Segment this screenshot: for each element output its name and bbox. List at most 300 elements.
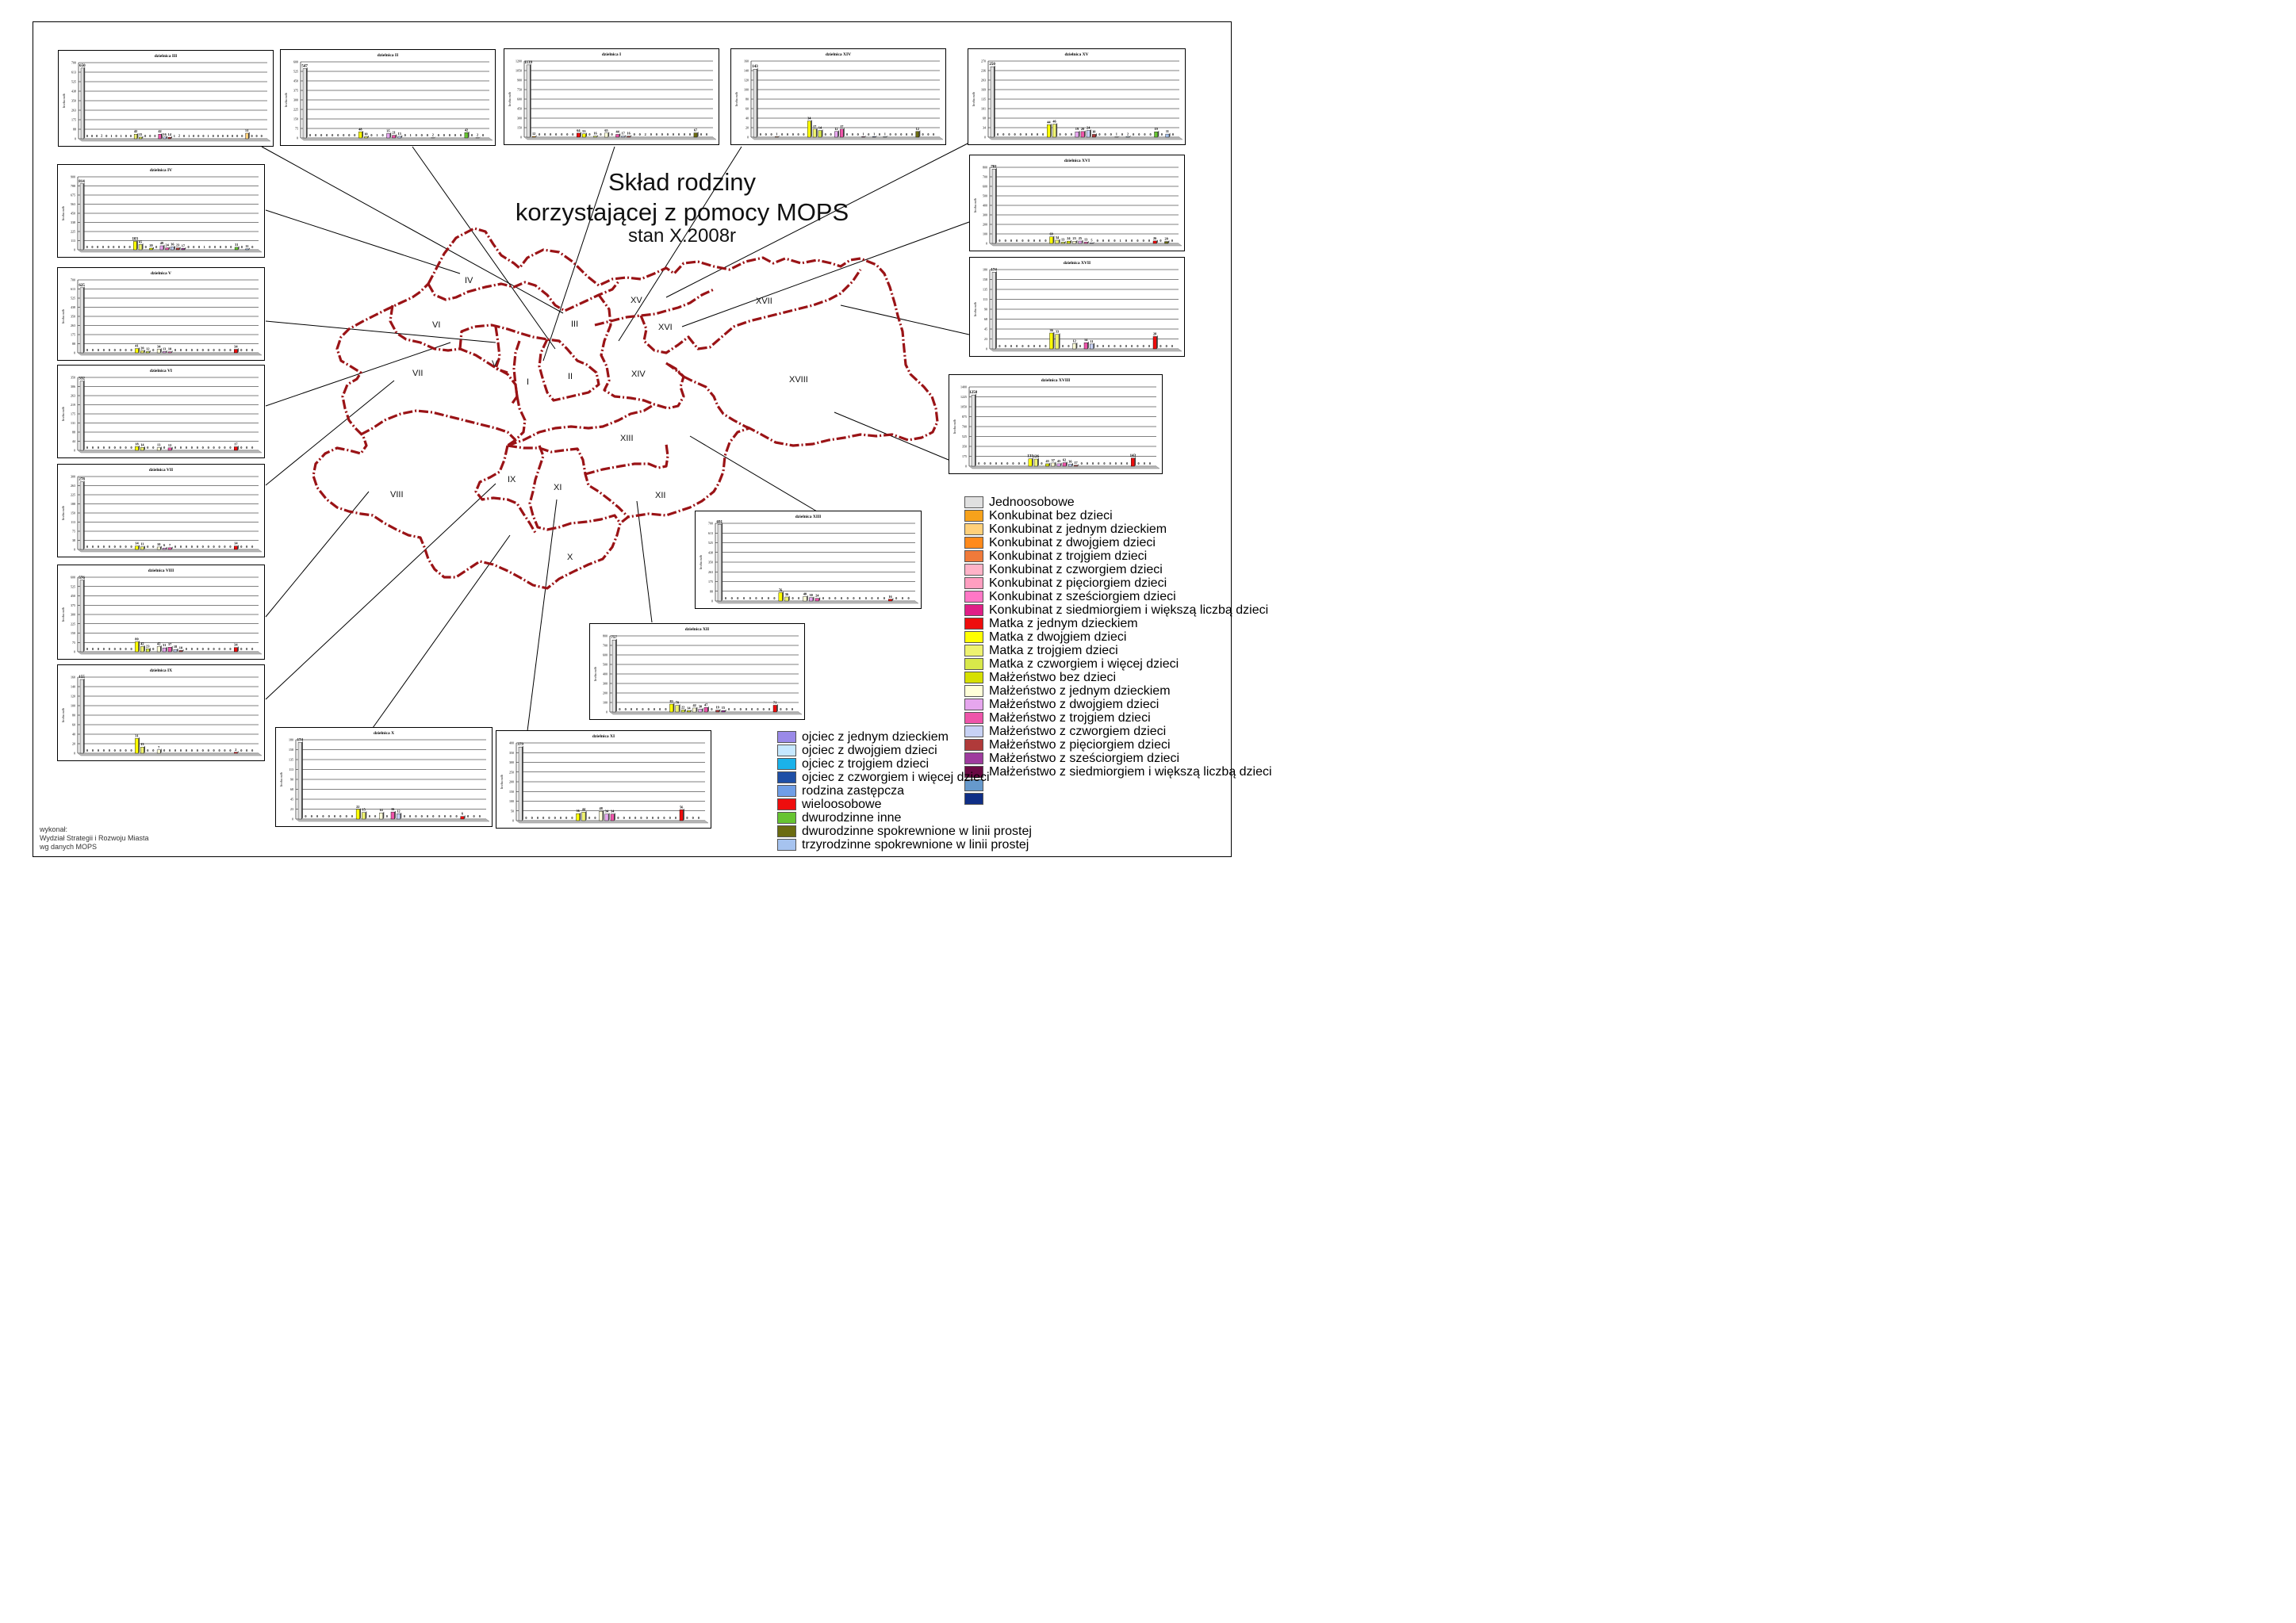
bar-data-label: 1 — [409, 132, 412, 137]
y-tick-label: 158 — [983, 278, 987, 281]
bar-data-label: 34 — [234, 642, 238, 647]
bar-data-label: 1 — [776, 132, 778, 136]
district-label-xi: XI — [554, 483, 562, 492]
bar-data-label: 0 — [123, 245, 125, 249]
bar-side — [394, 811, 396, 819]
bar-data-label: 0 — [326, 133, 328, 137]
chart-13 — [57, 565, 265, 660]
legend-swatch — [964, 712, 983, 724]
bar-data-label: 56 — [680, 805, 684, 810]
bar-data-label: 0 — [889, 132, 891, 136]
bar-data-label: 0 — [531, 816, 533, 820]
chart-bar — [135, 641, 138, 652]
chart-bar — [1045, 464, 1048, 466]
chart-bar — [991, 67, 994, 137]
bar-data-label: 0 — [224, 348, 226, 352]
bar-data-label: 0 — [196, 348, 198, 352]
bar-data-label: 0 — [345, 814, 347, 818]
y-tick-label: 225 — [71, 492, 75, 497]
y-axis-label: liczba osób — [953, 419, 956, 434]
y-tick-label: 0 — [74, 547, 75, 552]
bar-data-label: 0 — [86, 245, 88, 249]
y-tick-label: 75 — [72, 529, 75, 534]
bar-data-label: 0 — [97, 446, 99, 450]
chart-bar — [527, 65, 530, 137]
chart-floor — [988, 137, 1182, 140]
bar-data-label: 11 — [1165, 129, 1169, 134]
bar-data-label: 48 — [358, 127, 362, 132]
bar-side — [139, 737, 140, 753]
leader-line — [527, 500, 557, 731]
bar-data-label: 379 — [517, 743, 523, 748]
y-tick-label: 1200 — [516, 59, 522, 63]
bar-data-label: 0 — [697, 816, 700, 820]
bar-data-label: 0 — [1079, 344, 1082, 348]
chart-bar — [234, 447, 237, 450]
bar-data-label: 12 — [915, 126, 919, 131]
bar-data-label: 0 — [251, 348, 254, 352]
bar-data-label: 0 — [1080, 461, 1083, 465]
chart-bar — [1052, 124, 1056, 137]
bar-data-label: 0 — [647, 707, 650, 711]
chart-floor — [969, 466, 1159, 469]
bar-data-label: 0 — [251, 245, 254, 249]
chart-bar — [1075, 132, 1079, 137]
bar-data-label: 0 — [786, 132, 789, 136]
bar-data-label: 83 — [669, 699, 673, 704]
chart-title: dzielnica IX — [149, 668, 173, 673]
y-tick-label: 0 — [292, 817, 293, 821]
chart-bar — [611, 814, 614, 821]
bar-data-label: 0 — [201, 446, 204, 450]
bar-data-label: 0 — [354, 133, 356, 137]
bar-data-label: 19 — [1154, 127, 1158, 132]
y-tick-label: 80 — [746, 97, 749, 101]
bar-data-label: 0 — [130, 545, 132, 549]
bar-data-label: 781 — [991, 165, 997, 170]
district-label-v: V — [492, 359, 498, 369]
bar-data-label: 0 — [426, 814, 429, 818]
bar-data-label: 31 — [234, 242, 239, 247]
bar-data-label: 0 — [154, 134, 156, 138]
bar-data-label: 12 — [146, 346, 150, 351]
bar-data-label: 17 — [1074, 460, 1078, 465]
legend-swatch — [777, 745, 796, 756]
legend-label: Matka z czworgiem i więcej dzieci — [989, 657, 1179, 671]
bar-data-label: 0 — [174, 748, 177, 752]
bar-side — [144, 746, 145, 753]
bar-data-label: 0 — [467, 814, 470, 818]
bar-side — [83, 679, 85, 754]
district-boundary — [530, 446, 620, 530]
chart-15 — [57, 664, 265, 761]
bar-data-label: 0 — [105, 134, 108, 138]
bar-data-label: 24 — [165, 243, 169, 247]
chart-bar — [1165, 242, 1168, 243]
bar-data-label: 0 — [559, 816, 562, 820]
bar-side — [615, 639, 617, 712]
legend-swatch — [964, 631, 983, 643]
chart-border — [590, 624, 805, 720]
bar-data-label: 17 — [181, 243, 185, 248]
y-tick-label: 613 — [71, 287, 75, 291]
y-tick-label: 306 — [71, 385, 75, 389]
bar-data-label: 0 — [179, 446, 182, 450]
y-tick-label: 600 — [983, 184, 987, 189]
bar-data-label: 0 — [686, 816, 688, 820]
district-boundary — [684, 377, 749, 428]
bar-data-label: 0 — [155, 245, 158, 249]
bar-side — [306, 67, 308, 138]
bar-data-label: 0 — [420, 814, 423, 818]
chart-bar — [1084, 343, 1087, 349]
bar-data-label: 0 — [550, 132, 552, 136]
chart-bar — [246, 133, 249, 139]
legend-label: trzyrodzinne spokrewnione w linii prostej — [802, 838, 1029, 852]
district-label-xii: XII — [655, 491, 666, 500]
chart-border — [731, 49, 946, 145]
y-tick-label: 500 — [983, 193, 987, 198]
chart-bar — [234, 752, 237, 753]
y-tick-label: 750 — [517, 87, 522, 92]
chart-bar — [157, 350, 160, 353]
bar-data-label: 0 — [1033, 344, 1036, 348]
bar-data-label: 0 — [381, 133, 384, 137]
bar-data-label: 2 — [476, 132, 479, 137]
legend-label: Konkubinat z siedmiorgiem i większą liczbą dzieci — [989, 603, 1269, 617]
bar-data-label: 0 — [332, 133, 334, 137]
bar-data-label: 0 — [240, 245, 243, 249]
chart-18 — [496, 730, 711, 829]
bar-data-label: 0 — [830, 132, 832, 136]
legend-swatch — [777, 758, 796, 770]
chart-bar — [785, 597, 789, 601]
y-tick-label: 900 — [71, 174, 75, 179]
bar-data-label: 0 — [230, 245, 232, 249]
bar-data-label: 0 — [755, 596, 757, 600]
chart-bar — [818, 131, 822, 137]
y-tick-label: 0 — [75, 136, 76, 141]
bar-data-label: 0 — [229, 446, 232, 450]
legend-swatch — [964, 699, 983, 710]
legend-label: Konkubinat z dwojgiem dzieci — [989, 536, 1156, 549]
bar-data-label: 0 — [415, 814, 417, 818]
y-tick-label: 140 — [744, 68, 749, 73]
bar-data-label: 20 — [149, 243, 153, 247]
bar-data-label: 70 — [675, 700, 680, 705]
bar-data-label: 131 — [1027, 454, 1033, 459]
bar-data-label: 48 — [599, 806, 603, 811]
legend-swatch — [964, 550, 983, 562]
y-tick-label: 158 — [289, 748, 293, 752]
chart-1 — [58, 50, 274, 147]
bar-data-label: 34 — [234, 344, 238, 349]
y-tick-label: 500 — [603, 662, 608, 667]
bar-data-label: 0 — [108, 748, 110, 752]
bar-data-label: 0 — [1062, 344, 1064, 348]
bar-data-label: 0 — [1025, 132, 1027, 136]
bar-data-label: 12 — [531, 132, 536, 136]
bar-data-label: 16 — [593, 131, 597, 136]
bar-data-label: 0 — [240, 545, 243, 549]
bar-data-label: 0 — [1041, 461, 1043, 465]
bar-data-label: 0 — [97, 245, 99, 249]
bar-data-label: 814 — [79, 179, 85, 184]
y-tick-label: 700 — [962, 424, 967, 429]
bar-data-label: 34 — [157, 344, 161, 349]
bar-data-label: 0 — [320, 133, 323, 137]
bar-data-label: 0 — [404, 133, 406, 137]
district-boundary — [514, 341, 519, 396]
bar-data-label: 250 — [989, 63, 995, 67]
chart-bar — [807, 121, 811, 137]
y-tick-label: 68 — [290, 787, 293, 791]
bar-data-label: 34 — [1055, 235, 1060, 239]
chart-bar — [773, 705, 776, 712]
district-boundary — [585, 444, 668, 474]
chart-bar — [815, 599, 819, 601]
bar-data-label: 0 — [1110, 132, 1112, 136]
district-label-iii: III — [571, 320, 579, 329]
chart-floor — [715, 601, 918, 603]
bar-data-label: 0 — [901, 596, 904, 600]
bar-data-label: 41 — [135, 343, 139, 348]
bar-data-label: 0 — [482, 133, 485, 137]
chart-floor — [78, 652, 262, 654]
bar-data-label: 0 — [1138, 132, 1140, 136]
chart-bar — [139, 244, 142, 250]
bar-data-label: 0 — [86, 647, 89, 651]
bar-data-label: 0 — [572, 132, 574, 136]
chart-floor — [990, 349, 1182, 351]
chart-title: dzielnica XVII — [1063, 261, 1091, 266]
bar-side — [84, 67, 89, 139]
legend-label: Matka z dwojgiem dzieci — [989, 630, 1127, 644]
y-tick-label: 203 — [981, 78, 986, 82]
bar-data-label: 0 — [218, 545, 220, 549]
y-tick-label: 600 — [293, 59, 298, 64]
y-tick-label: 700 — [603, 643, 608, 648]
bar-data-label: 0 — [1143, 461, 1145, 465]
bar-side — [1087, 342, 1089, 349]
bar-side — [816, 128, 818, 137]
bar-data-label: 0 — [1023, 461, 1025, 465]
bar-data-label: 0 — [163, 748, 166, 752]
bar-side — [1090, 129, 1091, 137]
bar-data-label: 0 — [561, 132, 563, 136]
bar-data-label: 0 — [1098, 461, 1100, 465]
legend-swatch — [777, 731, 796, 743]
y-tick-label: 150 — [71, 631, 75, 635]
y-tick-label: 300 — [603, 681, 608, 686]
y-tick-label: 438 — [71, 89, 76, 94]
y-tick-label: 350 — [708, 560, 713, 565]
bar-data-label: 0 — [571, 816, 573, 820]
y-tick-label: 600 — [517, 97, 522, 101]
y-tick-label: 40 — [746, 116, 749, 121]
bar-data-label: 0 — [152, 545, 155, 549]
bar-data-label: 0 — [1027, 239, 1029, 243]
chart-14 — [695, 511, 922, 609]
y-tick-label: 200 — [983, 222, 987, 227]
bar-data-label: 0 — [108, 348, 110, 352]
bar-data-label: 0 — [883, 596, 885, 600]
chart-bar — [168, 448, 171, 450]
chart-bar — [397, 813, 400, 819]
bar-data-label: 0 — [868, 132, 870, 136]
bar-data-label: 0 — [651, 816, 654, 820]
legend-swatch — [777, 825, 796, 837]
bar-data-label: 0 — [221, 134, 224, 138]
y-axis-label: liczba osób — [972, 91, 976, 107]
bar-data-label: 12 — [834, 126, 838, 131]
bar-data-label: 42 — [140, 641, 144, 646]
bar-side — [83, 579, 85, 652]
bar-data-label: 103 — [132, 237, 139, 242]
chart-border — [276, 728, 493, 827]
chart-bar — [1067, 241, 1070, 243]
bar-data-label: 26 — [1153, 235, 1157, 240]
district-boundary — [539, 448, 628, 517]
chart-title: dzielnica I — [601, 52, 622, 57]
bar-data-label: 0 — [470, 133, 473, 137]
bar-data-label: 47 — [704, 702, 708, 707]
chart-floor — [79, 139, 270, 141]
bar-data-label: 71 — [773, 700, 777, 705]
bar-data-label: 2 — [235, 747, 237, 752]
bar-data-label: 0 — [544, 132, 546, 136]
y-tick-label: 350 — [962, 444, 967, 449]
bar-data-label: 36 — [1049, 328, 1053, 332]
bar-data-label: 0 — [102, 647, 105, 651]
bar-data-label: 0 — [657, 816, 660, 820]
bar-data-label: 0 — [91, 748, 94, 752]
chart-bar — [716, 710, 719, 712]
bar-data-label: 0 — [196, 446, 198, 450]
y-tick-label: 0 — [297, 136, 298, 140]
leader-line — [266, 484, 496, 699]
bar-data-label: 22 — [356, 804, 360, 809]
bar-data-label: 0 — [478, 814, 481, 818]
bar-side — [83, 182, 85, 250]
bar-data-label: 0 — [724, 596, 727, 600]
chart-bar — [81, 68, 84, 139]
y-tick-label: 175 — [962, 454, 967, 458]
bar-data-label: 0 — [125, 545, 127, 549]
chart-9 — [969, 257, 1185, 357]
chart-bar — [1126, 136, 1129, 137]
bar-data-label: 0 — [108, 545, 110, 549]
bar-data-label: 43 — [1045, 458, 1049, 463]
chart-title: dzielnica IV — [149, 168, 173, 173]
bar-data-label: 0 — [201, 545, 204, 549]
bar-data-label: 0 — [1114, 461, 1117, 465]
y-tick-label: 200 — [509, 779, 514, 784]
bar-data-label: 0 — [113, 245, 115, 249]
bar-data-label: 1 — [120, 133, 122, 138]
bar-data-label: 143 — [1129, 454, 1137, 458]
bar-data-label: 0 — [246, 446, 248, 450]
bar-data-label: 0 — [739, 707, 742, 711]
chart-bar — [135, 546, 138, 549]
legend-swatch — [964, 523, 983, 535]
bar-data-label: 0 — [201, 348, 204, 352]
bar-data-label: 0 — [240, 748, 243, 752]
bar-side — [673, 703, 675, 712]
y-tick-label: 131 — [71, 421, 75, 425]
y-tick-label: 175 — [71, 411, 75, 416]
bar-data-label: 0 — [229, 647, 232, 651]
legend-swatch — [964, 658, 983, 670]
bar-data-label: 17 — [234, 442, 238, 446]
bar-data-label: 0 — [190, 545, 193, 549]
chart-bar — [577, 813, 580, 821]
bar-data-label: 174 — [991, 268, 997, 273]
y-tick-label: 300 — [983, 212, 987, 217]
bar-data-label: 0 — [448, 133, 450, 137]
bar-data-label: 0 — [1098, 132, 1101, 136]
y-tick-label: 20 — [746, 125, 749, 130]
bar-data-label: 0 — [218, 647, 220, 651]
bar-data-label: 10 — [157, 542, 161, 546]
bar-data-label: 0 — [119, 545, 121, 549]
bar-data-label: 0 — [144, 134, 147, 138]
y-tick-label: 800 — [603, 634, 608, 638]
bar-data-label: 36 — [171, 242, 174, 247]
bar-data-label: 0 — [853, 596, 855, 600]
y-tick-label: 525 — [71, 79, 76, 84]
chart-bar — [803, 596, 807, 601]
bar-data-label: 0 — [624, 707, 627, 711]
bar-data-label: 23 — [1072, 236, 1076, 241]
bar-data-label: 64 — [577, 128, 581, 132]
legend-swatch — [777, 771, 796, 783]
bar-data-label: 0 — [762, 707, 765, 711]
bar-data-label: 33 — [1055, 329, 1060, 334]
bar-data-label: 0 — [187, 245, 190, 249]
y-tick-label: 525 — [962, 434, 967, 438]
chart-border — [970, 258, 1185, 357]
bar-data-label: 0 — [1137, 344, 1139, 348]
bar-data-label: 31 — [135, 733, 139, 738]
bar-data-label: 0 — [86, 348, 89, 352]
bar-data-label: 2 — [178, 133, 181, 138]
y-tick-label: 88 — [710, 589, 713, 594]
bar-data-label: 0 — [1137, 461, 1140, 465]
bar-data-label: 0 — [536, 816, 539, 820]
chart-bar — [872, 136, 876, 137]
bar-data-label: 0 — [86, 134, 89, 138]
bar-data-label: 0 — [450, 814, 452, 818]
y-tick-label: 75 — [295, 126, 298, 131]
bar-data-label: 0 — [125, 134, 127, 138]
district-label-x: X — [567, 553, 573, 562]
bar-data-label: 18 — [173, 645, 178, 649]
bar-data-label: 43 — [1056, 458, 1061, 463]
bar-data-label: 0 — [113, 647, 116, 651]
bar-side — [1156, 335, 1158, 349]
y-tick-label: 300 — [517, 116, 522, 121]
y-tick-label: 438 — [71, 305, 75, 309]
bar-data-label: 0 — [125, 446, 127, 450]
bar-data-label: 0 — [851, 132, 853, 136]
chart-bar — [391, 812, 394, 819]
bar-data-label: 36 — [576, 809, 580, 813]
y-tick-label: 1225 — [960, 395, 967, 399]
bar-data-label: 0 — [196, 647, 198, 651]
bar-data-label: 0 — [1131, 239, 1133, 243]
bar-data-label: 0 — [640, 816, 642, 820]
